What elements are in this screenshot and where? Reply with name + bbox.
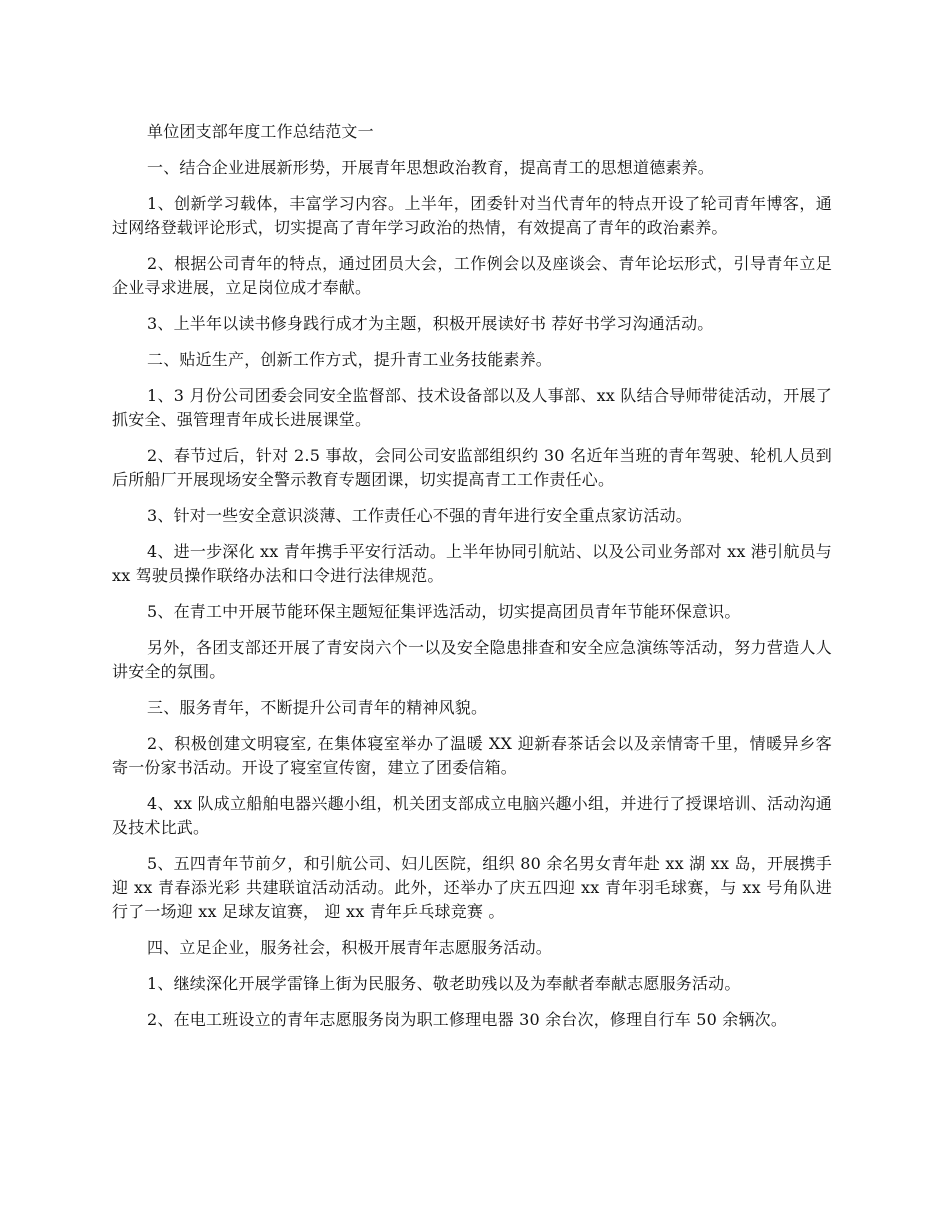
paragraph: 2、春节过后，针对 2.5 事故，会同公司安监部组织约 30 名近年当班的青年驾驶、轮机人员到后所船厂开展现场安全警示教育专题团课，切实提高青工工作责任心。 xyxy=(112,446,832,489)
paragraph: 4、xx 队成立船舶电器兴趣小组，机关团支部成立电脑兴趣小组，并进行了授课培训、活动沟通及技术比武。 xyxy=(112,794,832,837)
paragraph: 1、继续深化开展学雷锋上街为民服务、敬老助残以及为奉献者奉献志愿服务活动。 xyxy=(147,974,741,993)
paragraph: 5、在青工中开展节能环保主题短征集评选活动，切实提高团员青年节能环保意识。 xyxy=(147,602,741,621)
document-body xyxy=(112,120,832,1044)
paragraph: 4、进一步深化 xx 青年携手平安行活动。上半年协同引航站、以及公司业务部对 xx 港引航员与 xx 驾驶员操作联络办法和口令进行法律规范。 xyxy=(112,542,832,585)
section-heading-2: 二、贴近生产，创新工作方式，提升青工业务技能素养。 xyxy=(147,350,553,369)
paragraph: 3、上半年以读书修身践行成才为主题，积极开展读好书 荐好书学习沟通活动。 xyxy=(147,314,714,333)
paragraph: 2、在电工班设立的青年志愿服务岗为职工修理电器 30 余台次，修理自行车 50 余辆次。 xyxy=(147,1010,788,1029)
section-heading-3: 三、服务青年，不断提升公司青年的精神风貌。 xyxy=(147,698,488,717)
paragraph: 1、3 月份公司团委会同安全监督部、技术设备部以及人事部、xx 队结合导师带徒活动，开展了 抓安全、强管理青年成长进展课堂。 xyxy=(112,386,832,429)
section-heading-1: 一、结合企业进展新形势，开展青年思想政治教育，提高青工的思想道德素养。 xyxy=(147,158,715,177)
paragraph: 另外，各团支部还开展了青安岗六个一以及安全隐患排查和安全应急演练等活动，努力营造人人讲安全的氛围。 xyxy=(112,638,832,681)
paragraph: 2、根据公司青年的特点，通过团员大会，工作例会以及座谈会、青年论坛形式，引导青年立足企业寻求进展，立足岗位成才奉献。 xyxy=(112,254,832,297)
paragraph: 2、积极创建文明寝室, 在集体寝室举办了温暖 XX 迎新春茶话会以及亲情寄千里，情暖异乡客寄一份家书活动。开设了寝室宣传窗，建立了团委信箱。 xyxy=(112,734,832,777)
paragraph: 1、创新学习载体，丰富学习内容。上半年，团委针对当代青年的特点开设了轮司青年博客，通过网络登载评论形式，切实提高了青年学习政治的热情，有效提高了青年的政治素养。 xyxy=(112,194,832,237)
paragraph: 5、五四青年节前夕，和引航公司、妇儿医院，组织 80 余名男女青年赴 xx 湖 xx 岛，开展携手迎 xx 青春添光彩 共建联谊活动活动。此外，还举办了庆五四迎 xx 青年羽毛球赛，与 xx 号角队进行了一场迎 xx 足球友谊赛， 迎 xx 青年乒乓球竞赛 。 xyxy=(112,854,832,921)
paragraph: 3、针对一些安全意识淡薄、工作责任心不强的青年进行安全重点家访活动。 xyxy=(147,506,692,525)
section-heading-4: 四、立足企业，服务社会，积极开展青年志愿服务活动。 xyxy=(147,938,553,957)
document-title: 单位团支部年度工作总结范文一 xyxy=(147,122,374,141)
